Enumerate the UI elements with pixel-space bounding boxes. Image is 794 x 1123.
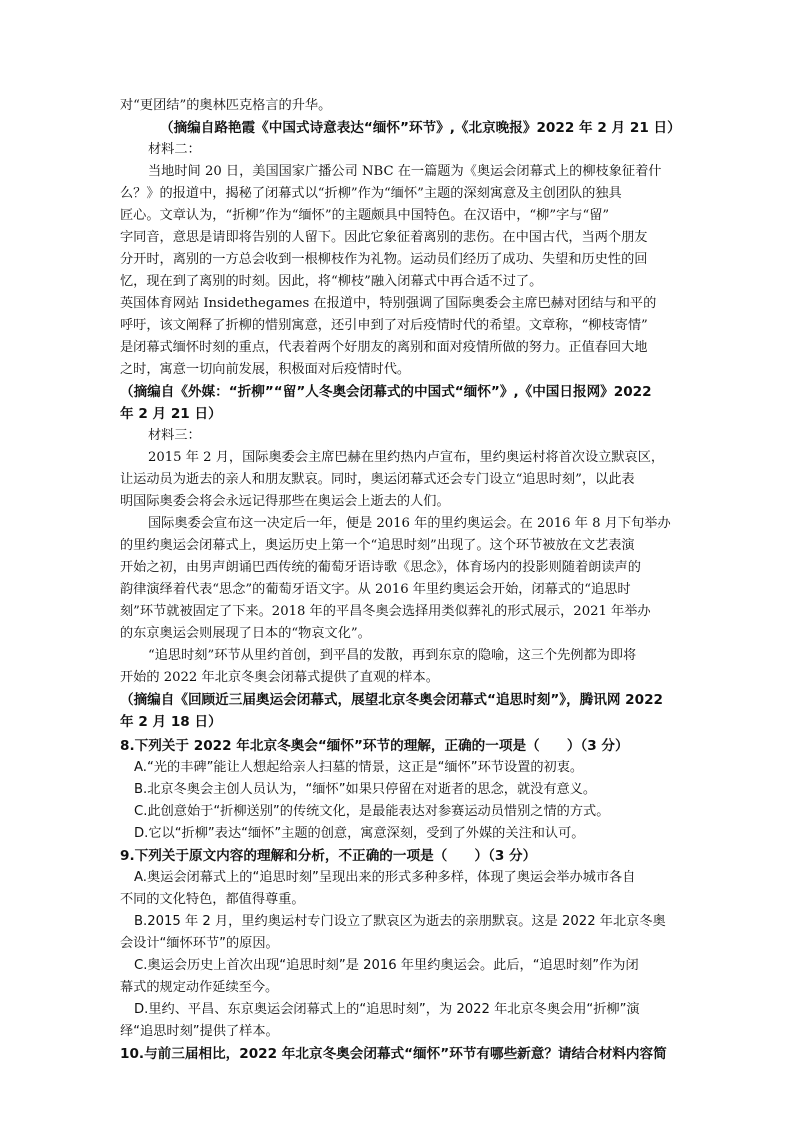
question-8-option-d: D.它以“折柳”表达“缅怀”主题的创意，寓意深刻，受到了外媒的关注和认可。 (134, 826, 585, 841)
material3-line: 国际奥委会宣布这一决定后一年，便是 2016 年的里约奥运会。在 2016 年 8 月下旬举办 (148, 516, 671, 531)
material3-line: 让运动员为逝去的亲人和朋友默哀。同时，奥运闭幕式还会专门设立“追思时刻”，以此表 (120, 472, 635, 487)
question-9-option-c-cont: 幕式的规定动作延续至今。 (120, 980, 279, 995)
question-9-option-a: A.奥运会闭幕式上的“追思时刻”呈现出来的形式多种多样，体现了奥运会举办城市各自 (134, 870, 636, 885)
material2-source: （摘编自《外媒：“折柳”“留”人冬奥会闭幕式的中国式“缅怀”》,《中国日报网》2022 (120, 384, 652, 400)
material2-line: 呼吁，该文阐释了折柳的惜别寓意，还引申到了对后疫情时代的希望。文章称，“柳枝寄情” (120, 318, 648, 333)
material2-line: 是闭幕式缅怀时刻的重点，代表着两个好朋友的离别和面对疫情所做的努力。正值春回大地 (120, 340, 648, 355)
question-9-option-b-cont: 会设计“缅怀环节”的原因。 (120, 936, 279, 951)
question-8-stem: 8.下列关于 2022 年北京冬奥会“缅怀”环节的理解，正确的一项是（ ）（3 分） (120, 738, 629, 754)
material3-line: 韵律演绎着代表“思念”的葡萄牙语文字。从 2016 年里约奥运会开始，闭幕式的“追思时 (120, 582, 631, 597)
material2-line: 英国体育网站 Insidethegames 在报道中，特别强调了国际奥委会主席巴赫对团结与和平的 (120, 296, 657, 311)
material3-line: “追思时刻”环节从里约首创，到平昌的发散，再到东京的隐喻，这三个先例都为即将 (148, 648, 637, 663)
material2-line: 字同音，意思是请即将告别的人留下。因此它象征着离别的悲伤。在中国古代，当两个朋友 (120, 230, 648, 245)
material1-source: （摘编自路艳霞《中国式诗意表达“缅怀”环节》,《北京晚报》2022 年 2 月 21 日） (160, 120, 681, 136)
question-10-stem: 10.与前三届相比，2022 年北京冬奥会闭幕式“缅怀”环节有哪些新意？请结合材料内容简 (120, 1046, 667, 1062)
material3-source: 年 2 月 18 日） (120, 714, 222, 730)
material3-line: 开始的 2022 年北京冬奥会闭幕式提供了直观的样本。 (120, 670, 439, 685)
material2-line: 忆，现在到了离别的时刻。因此，将“柳枝”融入闭幕式中再合适不过了。 (120, 274, 543, 289)
material3-line: 的里约奥运会闭幕式上，奥运历史上第一个“追思时刻”出现了。这个环节被放在文艺表演 (120, 538, 635, 553)
material3-line: 2015 年 2 月，国际奥委会主席巴赫在里约热内卢宣布，里约奥运村将首次设立默哀区， (148, 450, 665, 465)
material2-line: 么？》的报道中，揭秘了闭幕式以“折柳”作为“缅怀”主题的深刻寓意及主创团队的独具 (120, 186, 622, 201)
material3-line: 明国际奥委会将会永远记得那些在奥运会上逝去的人们。 (120, 494, 450, 509)
question-9-option-b: B.2015 年 2 月，里约奥运村专门设立了默哀区为逝去的亲朋默哀。这是 2022 年北京冬奥 (134, 914, 666, 929)
material3-line: 刻”环节就被固定了下来。2018 年的平昌冬奥会选择用类似葬礼的形式展示，2021 年举办 (120, 604, 651, 619)
material3-line: 的东京奥运会则展现了日本的“物哀文化”。 (120, 626, 371, 641)
material2-line: 匠心。文章认为，“折柳”作为“缅怀”的主题颇具中国特色。在汉语中，“柳”字与“留” (120, 208, 610, 223)
material2-line: 分开时，离别的一方总会收到一根柳枝作为礼物。运动员们经历了成功、失望和历史性的回 (120, 252, 648, 267)
material2-line: 当地时间 20 日，美国国家广播公司 NBC 在一篇题为《奥运会闭幕式上的柳枝象征着什 (148, 164, 662, 179)
material3-line: 开始之初，由男声朗诵巴西传统的葡萄牙语诗歌《思念》，体育场内的投影则随着朗读声的 (120, 560, 641, 575)
question-9-option-d: D.里约、平昌、东京奥运会闭幕式上的“追思时刻”，为 2022 年北京冬奥会用“折柳”演 (134, 1002, 640, 1017)
material3-label: 材料三： (148, 428, 201, 443)
material1-tail: 对“更团结”的奥林匹克格言的升华。 (120, 98, 332, 113)
material2-source: 年 2 月 21 日） (120, 406, 222, 422)
material2-line: 之时，寓意一切向前发展，积极面对后疫情时代。 (120, 362, 411, 377)
question-9-option-d-cont: 绎“追思时刻”提供了样本。 (120, 1024, 279, 1039)
question-9-option-a-cont: 不同的文化特色，都值得尊重。 (120, 892, 305, 907)
material3-source: （摘编自《回顾近三届奥运会闭幕式，展望北京冬奥会闭幕式“追思时刻”》，腾讯网 2022 (120, 692, 664, 708)
question-8-option-b: B.北京冬奥会主创人员认为，“缅怀”如果只停留在对逝者的思念，就没有意义。 (134, 782, 597, 797)
question-8-option-c: C.此创意始于“折柳送别”的传统文化，是最能表达对参赛运动员惜别之情的方式。 (134, 804, 610, 819)
question-9-stem: 9.下列关于原文内容的理解和分析，不正确的一项是（ ）（3 分） (120, 848, 537, 864)
material2-label: 材料二： (148, 142, 201, 157)
question-8-option-a: A.“光的丰碑”能让人想起给亲人扫墓的情景，这正是“缅怀”环节设置的初衷。 (134, 760, 584, 775)
question-9-option-c: C.奥运会历史上首次出现“追思时刻”是 2016 年里约奥运会。此后，“追思时刻”作为闭 (134, 958, 639, 973)
